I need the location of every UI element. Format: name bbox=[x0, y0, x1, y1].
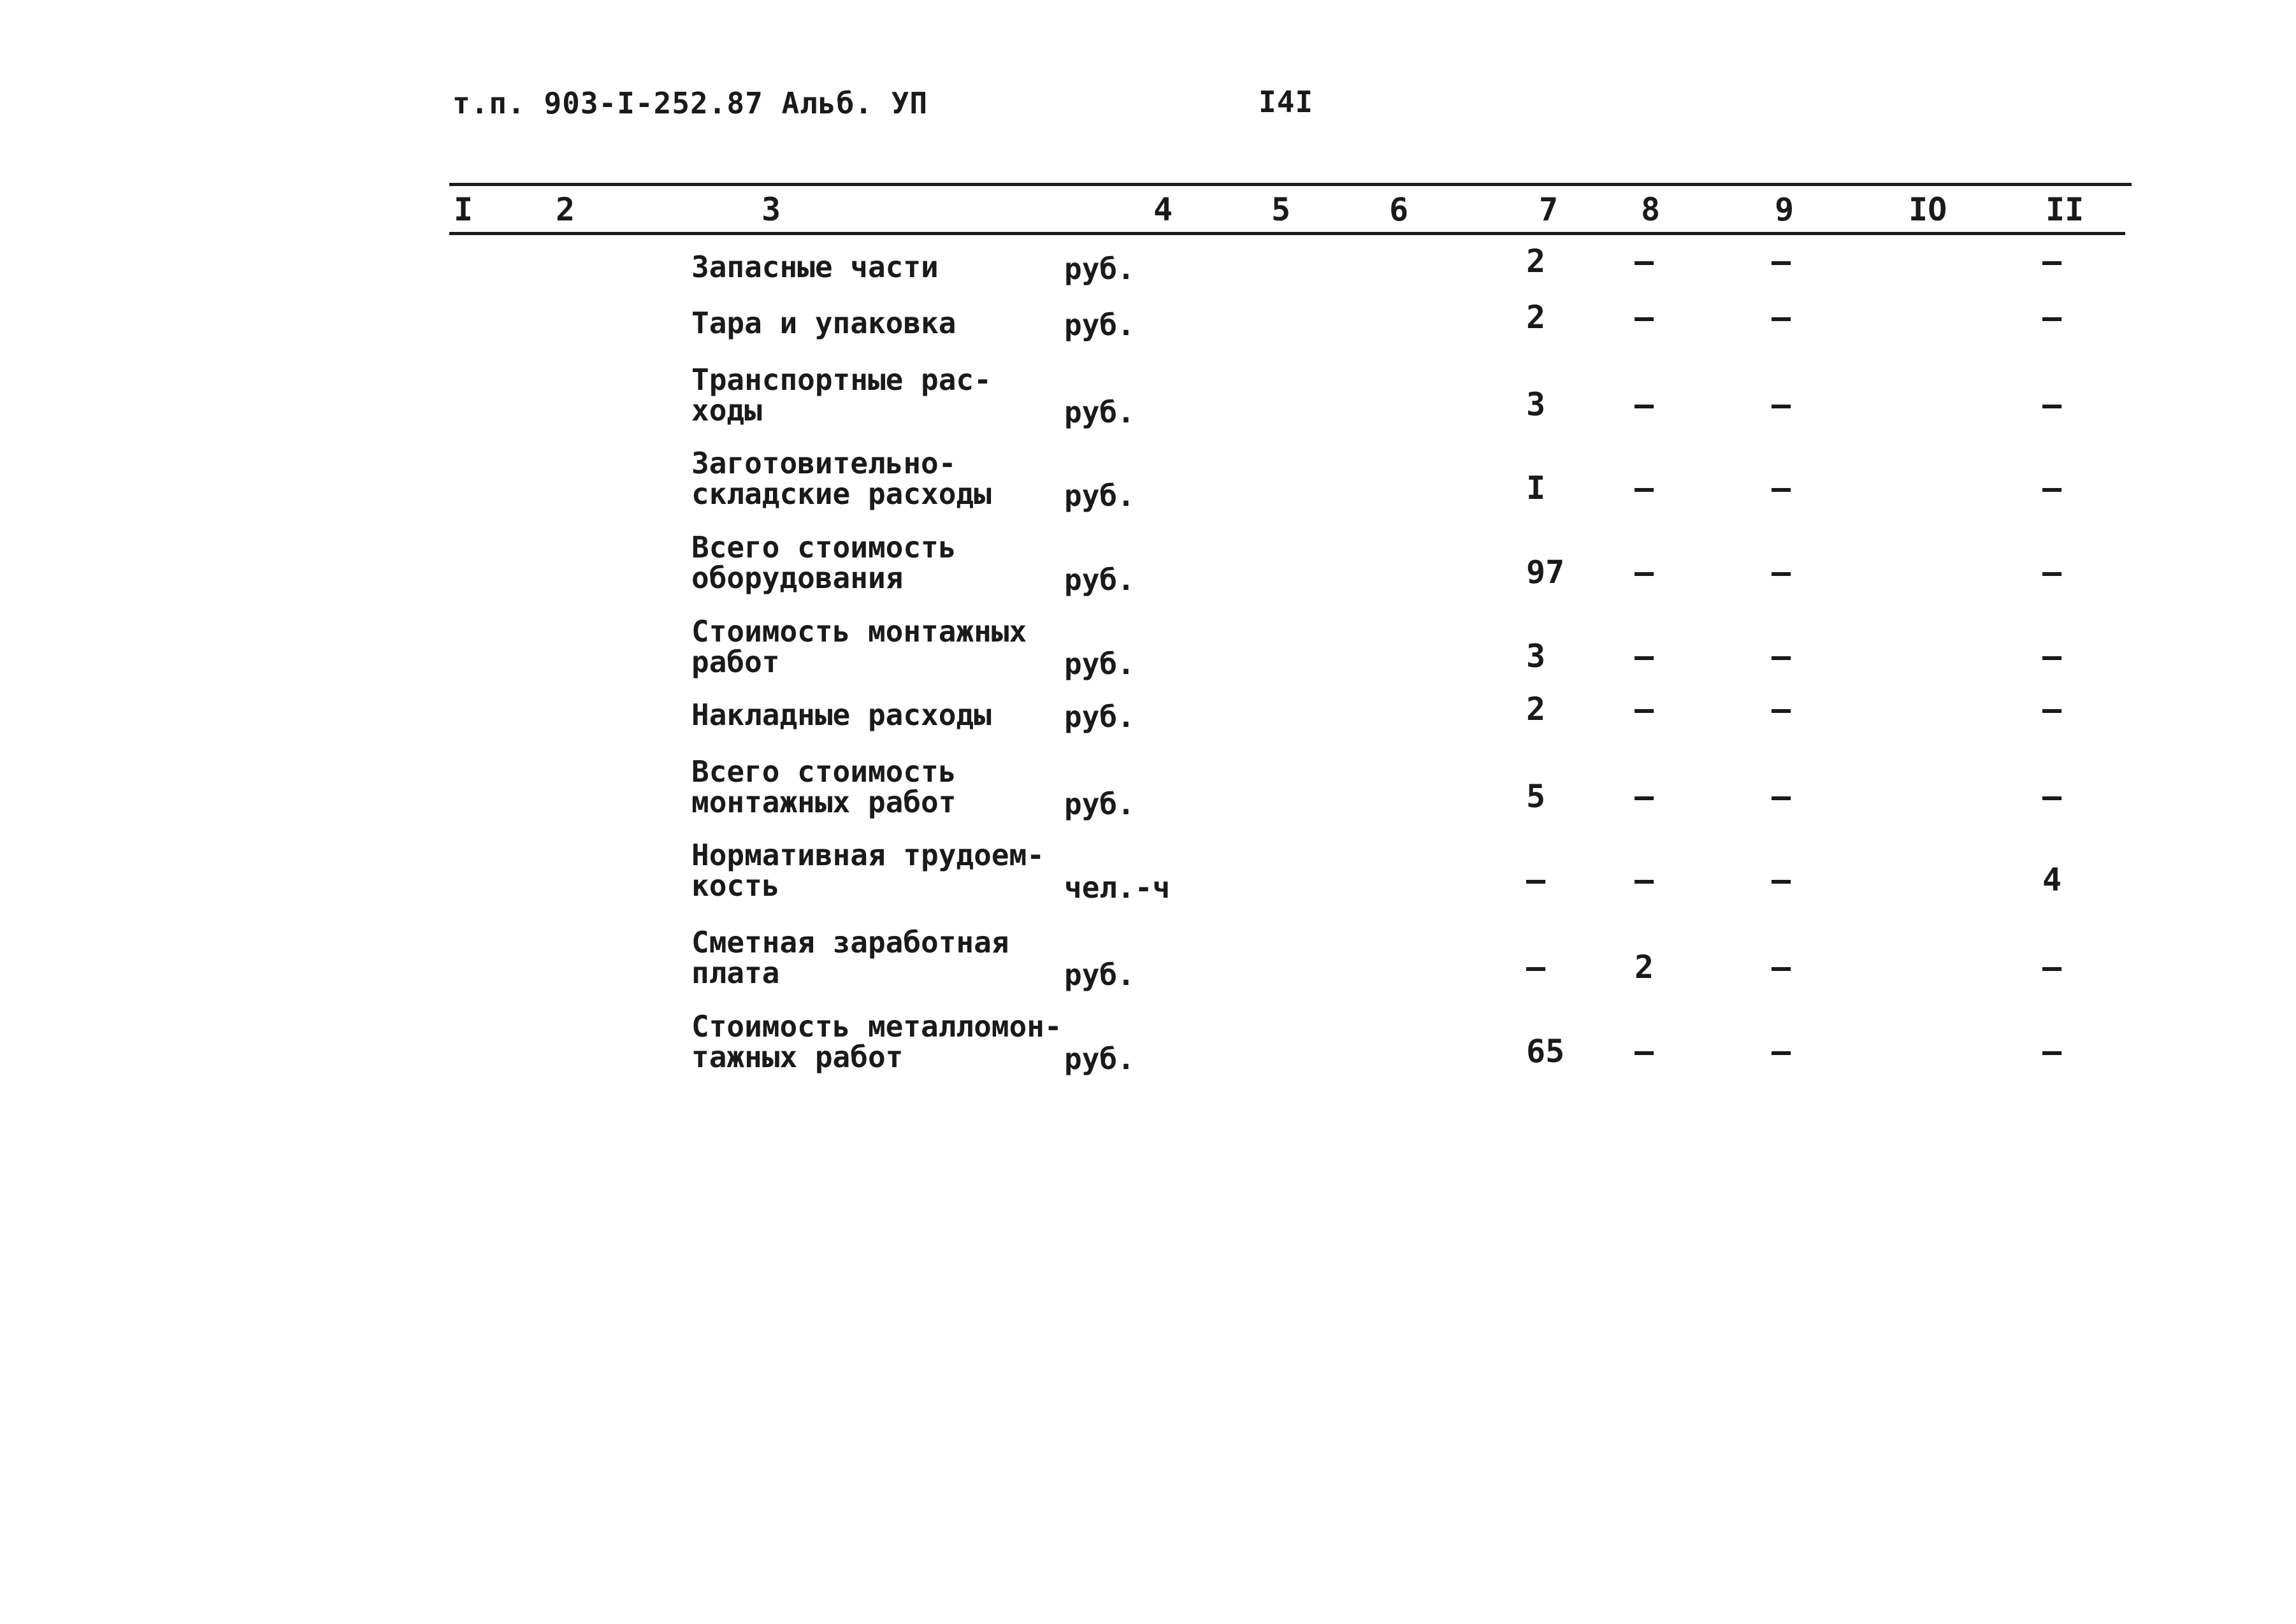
row-item-name: Накладные расходы bbox=[691, 698, 992, 732]
row-col-7-value: I bbox=[1526, 470, 1546, 507]
row-unit: руб. bbox=[1064, 252, 1135, 286]
row-col-8-value: – bbox=[1635, 554, 1654, 591]
row-col-8-value: – bbox=[1635, 778, 1654, 815]
column-header-col-2: 2 bbox=[556, 191, 575, 228]
row-item-name: Всего стоимость монтажных работ bbox=[691, 754, 957, 819]
row-col-11-value: – bbox=[2042, 470, 2062, 507]
row-unit: руб. bbox=[1064, 647, 1135, 681]
table-top-rule bbox=[449, 183, 2132, 186]
column-header-col-11: II bbox=[2046, 191, 2084, 228]
row-item-name: Стоимость монтажных работ bbox=[691, 614, 1027, 679]
page-number: I4I bbox=[1259, 85, 1314, 119]
row-col-11-value: – bbox=[2042, 243, 2062, 280]
row-col-11-value: – bbox=[2042, 778, 2062, 815]
row-col-11-value: – bbox=[2042, 386, 2062, 423]
row-col-9-value: – bbox=[1772, 638, 1791, 675]
row-col-11-value: – bbox=[2042, 949, 2062, 986]
row-col-8-value: – bbox=[1635, 1033, 1654, 1070]
row-col-9-value: – bbox=[1772, 861, 1791, 898]
row-col-7-value: 2 bbox=[1526, 299, 1546, 336]
table-header-rule bbox=[449, 232, 2125, 235]
row-col-7-value: 3 bbox=[1526, 638, 1546, 675]
row-col-11-value: – bbox=[2042, 638, 2062, 675]
row-col-11-value: – bbox=[2042, 299, 2062, 336]
row-col-9-value: – bbox=[1772, 554, 1791, 591]
column-header-col-4: 4 bbox=[1153, 191, 1173, 228]
row-item-name: Стоимость металломон- тажных работ bbox=[691, 1009, 1062, 1074]
row-unit: руб. bbox=[1064, 395, 1135, 429]
row-item-name: Транспортные рас- ходы bbox=[691, 363, 992, 428]
row-unit: руб. bbox=[1064, 563, 1135, 597]
row-unit: руб. bbox=[1064, 1042, 1135, 1076]
column-header-col-9: 9 bbox=[1775, 191, 1794, 228]
row-col-8-value: – bbox=[1635, 386, 1654, 423]
row-col-11-value: – bbox=[2042, 554, 2062, 591]
row-col-11-value: – bbox=[2042, 691, 2062, 728]
row-col-8-value: – bbox=[1635, 638, 1654, 675]
column-header-col-1: I bbox=[454, 191, 473, 228]
row-col-7-value: – bbox=[1526, 861, 1546, 898]
row-col-9-value: – bbox=[1772, 299, 1791, 336]
row-col-8-value: – bbox=[1635, 299, 1654, 336]
column-header-col-5: 5 bbox=[1271, 191, 1291, 228]
row-item-name: Нормативная трудоем- кость bbox=[691, 838, 1044, 903]
row-col-7-value: – bbox=[1526, 949, 1546, 986]
row-col-7-value: 3 bbox=[1526, 386, 1546, 423]
row-col-9-value: – bbox=[1772, 949, 1791, 986]
row-unit: руб. bbox=[1064, 308, 1135, 342]
row-item-name: Тара и упаковка bbox=[691, 306, 957, 340]
row-col-9-value: – bbox=[1772, 778, 1791, 815]
column-header-col-10: IO bbox=[1909, 191, 1947, 228]
row-col-7-value: 2 bbox=[1526, 243, 1546, 280]
column-header-col-3: 3 bbox=[762, 191, 781, 228]
row-col-8-value: – bbox=[1635, 861, 1654, 898]
row-col-8-value: – bbox=[1635, 470, 1654, 507]
row-col-9-value: – bbox=[1772, 243, 1791, 280]
row-item-name: Сметная заработная плата bbox=[691, 925, 1009, 990]
row-item-name: Заготовительно- складские расходы bbox=[691, 446, 992, 511]
row-unit: руб. bbox=[1064, 700, 1135, 734]
row-col-11-value: – bbox=[2042, 1033, 2062, 1070]
row-col-9-value: – bbox=[1772, 386, 1791, 423]
row-col-7-value: 97 bbox=[1526, 554, 1565, 591]
row-unit: руб. bbox=[1064, 478, 1135, 513]
row-col-8-value: 2 bbox=[1635, 949, 1654, 986]
column-header-col-6: 6 bbox=[1389, 191, 1409, 228]
row-col-9-value: – bbox=[1772, 1033, 1791, 1070]
column-header-col-8: 8 bbox=[1641, 191, 1661, 228]
row-col-8-value: – bbox=[1635, 691, 1654, 728]
row-col-9-value: – bbox=[1772, 691, 1791, 728]
row-item-name: Всего стоимость оборудования bbox=[691, 530, 957, 595]
row-col-11-value: 4 bbox=[2042, 861, 2062, 898]
row-col-7-value: 5 bbox=[1526, 778, 1546, 815]
row-unit: руб. bbox=[1064, 787, 1135, 821]
row-unit: руб. bbox=[1064, 958, 1135, 992]
row-col-7-value: 65 bbox=[1526, 1033, 1565, 1070]
row-item-name: Запасные части bbox=[691, 250, 939, 284]
row-col-8-value: – bbox=[1635, 243, 1654, 280]
column-header-col-7: 7 bbox=[1539, 191, 1559, 228]
row-unit: чел.-ч bbox=[1064, 870, 1171, 905]
document-reference: т.п. 903-I-252.87 Альб. УП bbox=[452, 86, 928, 120]
row-col-7-value: 2 bbox=[1526, 691, 1546, 728]
row-col-9-value: – bbox=[1772, 470, 1791, 507]
